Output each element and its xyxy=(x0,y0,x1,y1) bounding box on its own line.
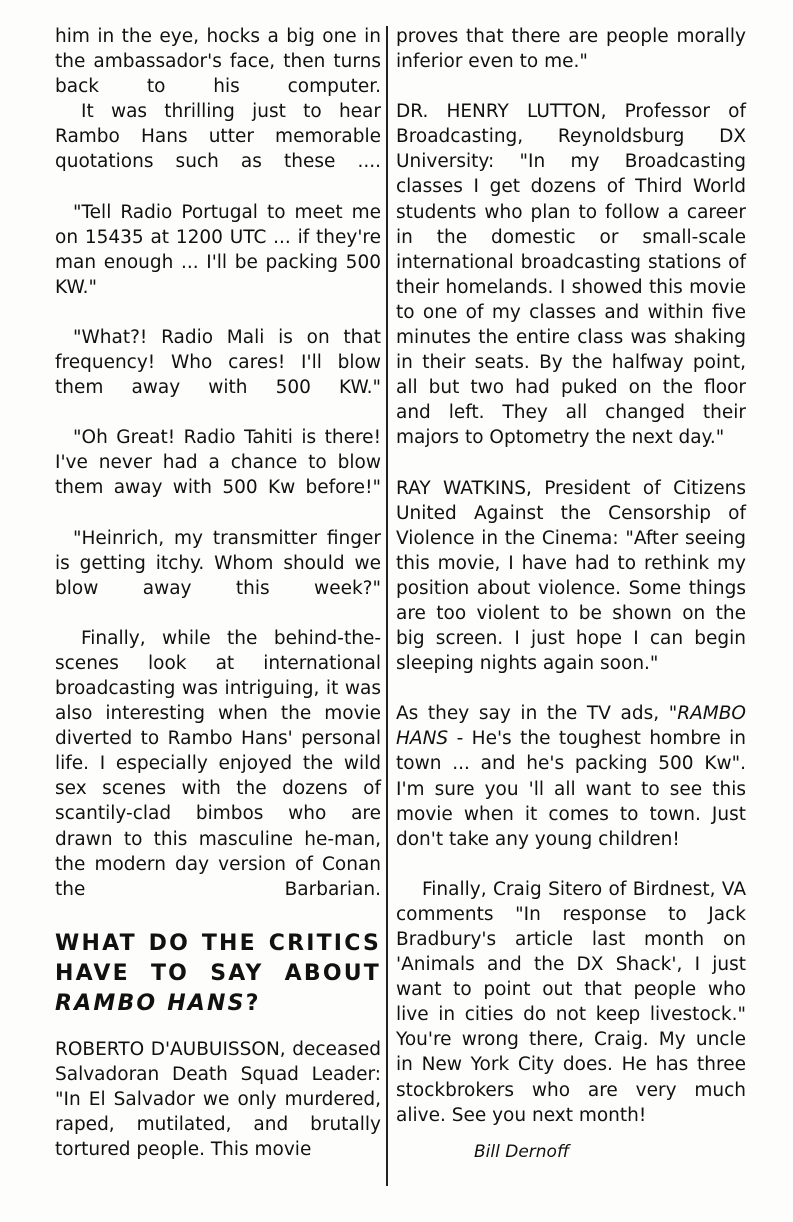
right-column xyxy=(396,24,746,1165)
paragraph: It was thrilling just to hear Rambo Hans utter memorable quotations such as these .... xyxy=(55,101,381,173)
movie-title: RAMBO HANS xyxy=(396,703,746,750)
section-heading xyxy=(55,929,381,1019)
heading-end: ? xyxy=(245,990,261,1016)
column-divider xyxy=(386,26,388,1186)
heading-text: WHAT DO THE CRITICS HAVE TO SAY ABOUT xyxy=(55,930,381,986)
paragraph xyxy=(396,701,746,852)
left-column xyxy=(55,24,381,1162)
quote: "Tell Radio Portugal to meet me on 15435 at 1200 UTC ... if they're man enough ... I'll be packing 500 KW." xyxy=(55,201,381,298)
text: - He's the toughest hombre in town ... and he's packing 500 Kw". I'm sure you 'll all want to see this movie when it comes to town. Just don't take any young children! xyxy=(396,728,746,850)
critic-quote: DR. HENRY LUTTON, Professor of Broadcasting, Reynoldsburg DX University: "In my Broadcasting classes I get dozens of Third World students who plan to follow a career in the domestic or small-scale international broadcasting stations of their homelands. I showed this movie to one of my classes and within five minutes the entire class was shaking in their seats. By the halfway point, all but two had puked on the floor and left. They all changed their majors to Optometry the next day." xyxy=(396,101,746,449)
critic-quote: RAY WATKINS, President of Citizens United Against the Censorship of Violence in the Cinema: "After seeing this movie, I have had to rethink my position about violence. Some things are too violent to be shown on the big screen. I just hope I can begin sleeping nights again soon." xyxy=(396,477,746,675)
paragraph: proves that there are people morally inferior even to me." xyxy=(396,26,746,73)
paragraph: Finally, while the behind-the-scenes look at international broadcasting was intriguing, it was also interesting when the movie diverted to Rambo Hans' personal life. I especially enjoyed the wild sex scenes with the dozens of scantily-clad bimbos who are drawn to this masculine he-man, the modern day version of Conan the Barbarian. xyxy=(55,627,381,900)
quote: "Oh Great! Radio Tahiti is there! I've never had a chance to blow them away with 500 Kw before!" xyxy=(55,427,381,499)
critic-quote: ROBERTO D'AUBUISSON, deceased Salvadoran Death Squad Leader: "In El Salvador we only murdered, raped, mutilated, and brutally tortured people. This movie xyxy=(55,1038,381,1161)
paragraph: him in the eye, hocks a big one in the ambassador's face, then turns back to his computer. xyxy=(55,26,381,98)
heading-title: RAMBO HANS xyxy=(55,990,246,1016)
author-signature: Bill Dernoff xyxy=(474,1141,570,1162)
paragraph: Finally, Craig Sitero of Birdnest, VA comments "In response to Jack Bradbury's article last month on 'Animals and the DX Shack', I just want to point out that people who live in cities do not keep livestock." You're wrong there, Craig. My uncle in New York City does. He has three stockbrokers who are very much alive. See you next month! xyxy=(396,878,746,1126)
quote: "Heinrich, my transmitter finger is getting itchy. Whom should we blow away this week?" xyxy=(55,527,381,599)
quote: "What?! Radio Mali is on that frequency! Who cares! I'll blow them away with 500 KW." xyxy=(55,326,381,399)
text: As they say in the TV ads, " xyxy=(396,703,678,725)
